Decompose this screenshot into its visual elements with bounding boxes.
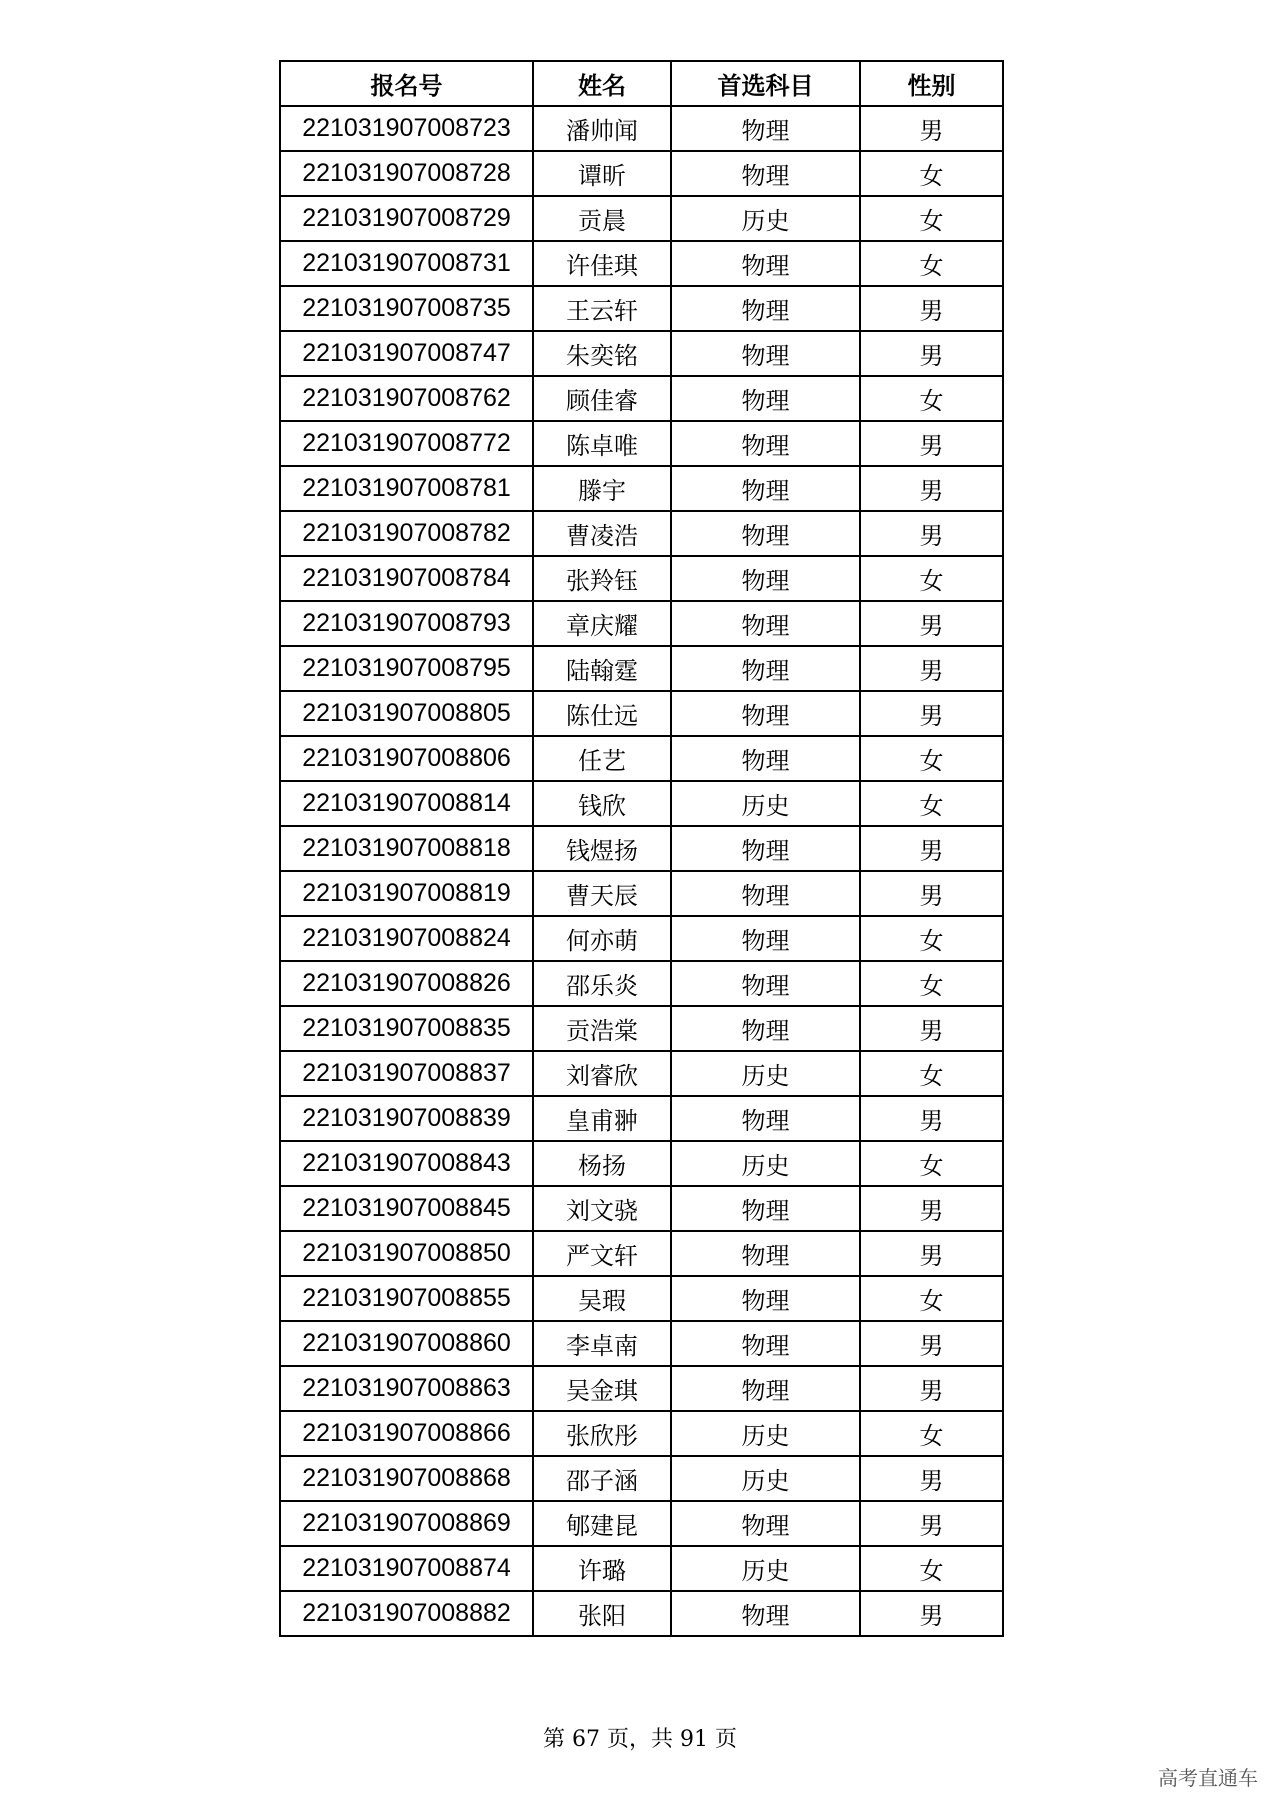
cell-primary-subject: 历史 — [671, 1546, 860, 1591]
cell-name: 邵乐炎 — [533, 961, 671, 1006]
cell-gender: 女 — [860, 1051, 1003, 1096]
table-body — [280, 106, 1003, 1636]
cell-primary-subject: 历史 — [671, 1456, 860, 1501]
cell-registration-no: 221031907008882 — [280, 1591, 533, 1636]
cell-gender: 男 — [860, 646, 1003, 691]
cell-name: 任艺 — [533, 736, 671, 781]
cell-registration-no: 221031907008824 — [280, 916, 533, 961]
cell-primary-subject: 物理 — [671, 1006, 860, 1051]
cell-name: 何亦萌 — [533, 916, 671, 961]
cell-name: 陆翰霆 — [533, 646, 671, 691]
cell-gender: 男 — [860, 1591, 1003, 1636]
cell-gender: 女 — [860, 196, 1003, 241]
cell-name: 滕宇 — [533, 466, 671, 511]
table-row — [280, 871, 1003, 916]
table-header — [280, 61, 1003, 106]
cell-name: 许佳琪 — [533, 241, 671, 286]
cell-name: 张阳 — [533, 1591, 671, 1636]
cell-gender: 男 — [860, 1006, 1003, 1051]
table-row — [280, 1546, 1003, 1591]
cell-name: 贡晨 — [533, 196, 671, 241]
cell-name: 刘文骁 — [533, 1186, 671, 1231]
cell-name: 钱煜扬 — [533, 826, 671, 871]
cell-primary-subject: 物理 — [671, 376, 860, 421]
cell-primary-subject: 物理 — [671, 106, 860, 151]
cell-gender: 男 — [860, 511, 1003, 556]
cell-primary-subject: 历史 — [671, 781, 860, 826]
cell-name: 许璐 — [533, 1546, 671, 1591]
cell-primary-subject: 物理 — [671, 241, 860, 286]
table-row — [280, 556, 1003, 601]
table-row — [280, 1051, 1003, 1096]
cell-gender: 男 — [860, 1186, 1003, 1231]
cell-gender: 男 — [860, 286, 1003, 331]
cell-gender: 男 — [860, 1321, 1003, 1366]
table-row — [280, 1006, 1003, 1051]
cell-primary-subject: 物理 — [671, 736, 860, 781]
cell-name: 皇甫翀 — [533, 1096, 671, 1141]
cell-gender: 男 — [860, 1366, 1003, 1411]
cell-primary-subject: 历史 — [671, 1141, 860, 1186]
cell-gender: 女 — [860, 1411, 1003, 1456]
cell-registration-no: 221031907008784 — [280, 556, 533, 601]
cell-gender: 女 — [860, 1276, 1003, 1321]
cell-gender: 男 — [860, 1501, 1003, 1546]
table-row — [280, 691, 1003, 736]
table-row — [280, 1186, 1003, 1231]
table-row — [280, 826, 1003, 871]
cell-primary-subject: 物理 — [671, 601, 860, 646]
cell-name: 贡浩棠 — [533, 1006, 671, 1051]
table-row — [280, 286, 1003, 331]
cell-name: 吴金琪 — [533, 1366, 671, 1411]
cell-primary-subject: 物理 — [671, 1501, 860, 1546]
table-row — [280, 601, 1003, 646]
cell-gender: 女 — [860, 151, 1003, 196]
cell-name: 吴瑕 — [533, 1276, 671, 1321]
cell-name: 曹天辰 — [533, 871, 671, 916]
cell-gender: 男 — [860, 331, 1003, 376]
table-row — [280, 646, 1003, 691]
cell-registration-no: 221031907008782 — [280, 511, 533, 556]
cell-gender: 女 — [860, 961, 1003, 1006]
cell-registration-no: 221031907008793 — [280, 601, 533, 646]
table-row — [280, 1591, 1003, 1636]
table-row — [280, 1411, 1003, 1456]
cell-primary-subject: 物理 — [671, 1366, 860, 1411]
cell-primary-subject: 物理 — [671, 151, 860, 196]
cell-name: 陈仕远 — [533, 691, 671, 736]
cell-name: 潘帅闻 — [533, 106, 671, 151]
table-row — [280, 736, 1003, 781]
cell-gender: 女 — [860, 916, 1003, 961]
table-row — [280, 1501, 1003, 1546]
cell-registration-no: 221031907008826 — [280, 961, 533, 1006]
cell-primary-subject: 物理 — [671, 511, 860, 556]
cell-registration-no: 221031907008835 — [280, 1006, 533, 1051]
cell-gender: 女 — [860, 1141, 1003, 1186]
cell-registration-no: 221031907008869 — [280, 1501, 533, 1546]
roster-table — [279, 60, 1004, 1637]
cell-gender: 男 — [860, 466, 1003, 511]
cell-registration-no: 221031907008747 — [280, 331, 533, 376]
cell-registration-no: 221031907008731 — [280, 241, 533, 286]
cell-registration-no: 221031907008772 — [280, 421, 533, 466]
cell-name: 陈卓唯 — [533, 421, 671, 466]
cell-name: 朱奕铭 — [533, 331, 671, 376]
page-number: 第 67 页，共 91 页 — [543, 1727, 737, 1752]
cell-registration-no: 221031907008814 — [280, 781, 533, 826]
cell-gender: 男 — [860, 1231, 1003, 1276]
cell-registration-no: 221031907008729 — [280, 196, 533, 241]
cell-name: 张羚钰 — [533, 556, 671, 601]
cell-registration-no: 221031907008863 — [280, 1366, 533, 1411]
cell-registration-no: 221031907008845 — [280, 1186, 533, 1231]
cell-gender: 男 — [860, 1096, 1003, 1141]
cell-gender: 男 — [860, 1456, 1003, 1501]
cell-registration-no: 221031907008855 — [280, 1276, 533, 1321]
table-row — [280, 106, 1003, 151]
cell-registration-no: 221031907008728 — [280, 151, 533, 196]
cell-registration-no: 221031907008874 — [280, 1546, 533, 1591]
cell-primary-subject: 物理 — [671, 871, 860, 916]
cell-gender: 女 — [860, 241, 1003, 286]
table-row — [280, 241, 1003, 286]
cell-primary-subject: 物理 — [671, 961, 860, 1006]
cell-gender: 女 — [860, 736, 1003, 781]
cell-registration-no: 221031907008806 — [280, 736, 533, 781]
cell-primary-subject: 物理 — [671, 331, 860, 376]
cell-gender: 女 — [860, 1546, 1003, 1591]
header-name: 姓名 — [533, 61, 671, 106]
cell-gender: 男 — [860, 601, 1003, 646]
cell-gender: 男 — [860, 106, 1003, 151]
cell-name: 严文轩 — [533, 1231, 671, 1276]
table-row — [280, 196, 1003, 241]
cell-gender: 男 — [860, 691, 1003, 736]
cell-primary-subject: 物理 — [671, 691, 860, 736]
cell-primary-subject: 物理 — [671, 421, 860, 466]
table-row — [280, 781, 1003, 826]
cell-gender: 男 — [860, 826, 1003, 871]
cell-primary-subject: 物理 — [671, 1231, 860, 1276]
cell-name: 杨扬 — [533, 1141, 671, 1186]
cell-gender: 女 — [860, 376, 1003, 421]
table-row — [280, 151, 1003, 196]
cell-primary-subject: 物理 — [671, 826, 860, 871]
header-row — [280, 61, 1003, 106]
cell-gender: 男 — [860, 421, 1003, 466]
table-row — [280, 1231, 1003, 1276]
cell-registration-no: 221031907008866 — [280, 1411, 533, 1456]
cell-registration-no: 221031907008781 — [280, 466, 533, 511]
watermark-logo-text: 高考直通车 — [1158, 1766, 1258, 1790]
cell-registration-no: 221031907008723 — [280, 106, 533, 151]
cell-primary-subject: 物理 — [671, 556, 860, 601]
cell-registration-no: 221031907008850 — [280, 1231, 533, 1276]
table-row — [280, 1366, 1003, 1411]
table-row — [280, 961, 1003, 1006]
cell-primary-subject: 历史 — [671, 196, 860, 241]
table-row — [280, 511, 1003, 556]
table-row — [280, 466, 1003, 511]
cell-registration-no: 221031907008819 — [280, 871, 533, 916]
cell-name: 钱欣 — [533, 781, 671, 826]
cell-primary-subject: 物理 — [671, 1321, 860, 1366]
cell-name: 刘睿欣 — [533, 1051, 671, 1096]
cell-registration-no: 221031907008839 — [280, 1096, 533, 1141]
cell-registration-no: 221031907008795 — [280, 646, 533, 691]
table-row — [280, 331, 1003, 376]
cell-name: 王云轩 — [533, 286, 671, 331]
cell-name: 曹凌浩 — [533, 511, 671, 556]
table-row — [280, 1276, 1003, 1321]
cell-name: 章庆耀 — [533, 601, 671, 646]
cell-registration-no: 221031907008860 — [280, 1321, 533, 1366]
cell-primary-subject: 历史 — [671, 1051, 860, 1096]
cell-name: 郇建昆 — [533, 1501, 671, 1546]
cell-primary-subject: 物理 — [671, 1591, 860, 1636]
cell-name: 谭昕 — [533, 151, 671, 196]
cell-name: 邵子涵 — [533, 1456, 671, 1501]
cell-name: 李卓南 — [533, 1321, 671, 1366]
cell-registration-no: 221031907008843 — [280, 1141, 533, 1186]
cell-name: 顾佳睿 — [533, 376, 671, 421]
cell-gender: 女 — [860, 556, 1003, 601]
cell-primary-subject: 物理 — [671, 916, 860, 961]
cell-primary-subject: 物理 — [671, 1096, 860, 1141]
cell-registration-no: 221031907008805 — [280, 691, 533, 736]
cell-registration-no: 221031907008868 — [280, 1456, 533, 1501]
header-primary-subject: 首选科目 — [671, 61, 860, 106]
cell-primary-subject: 物理 — [671, 646, 860, 691]
cell-registration-no: 221031907008735 — [280, 286, 533, 331]
cell-registration-no: 221031907008837 — [280, 1051, 533, 1096]
table-row — [280, 1141, 1003, 1186]
header-registration-no: 报名号 — [280, 61, 533, 106]
cell-primary-subject: 物理 — [671, 1276, 860, 1321]
cell-primary-subject: 历史 — [671, 1411, 860, 1456]
table-row — [280, 1096, 1003, 1141]
header-gender: 性别 — [860, 61, 1003, 106]
table-row — [280, 916, 1003, 961]
cell-registration-no: 221031907008818 — [280, 826, 533, 871]
cell-primary-subject: 物理 — [671, 1186, 860, 1231]
cell-gender: 女 — [860, 781, 1003, 826]
table-row — [280, 1456, 1003, 1501]
table-row — [280, 376, 1003, 421]
cell-primary-subject: 物理 — [671, 286, 860, 331]
cell-gender: 男 — [860, 871, 1003, 916]
cell-name: 张欣彤 — [533, 1411, 671, 1456]
cell-primary-subject: 物理 — [671, 466, 860, 511]
cell-registration-no: 221031907008762 — [280, 376, 533, 421]
table-row — [280, 421, 1003, 466]
table-row — [280, 1321, 1003, 1366]
